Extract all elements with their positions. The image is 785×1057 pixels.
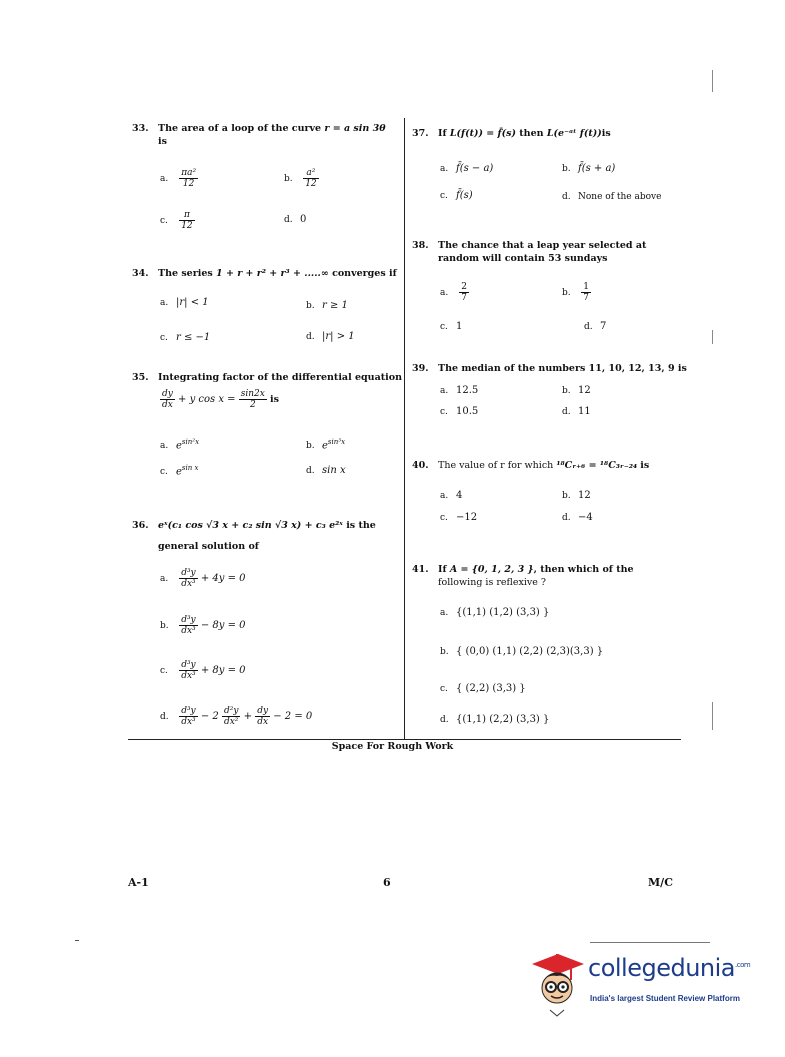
q33-option-d[interactable]: d. 0 xyxy=(284,214,307,225)
q38-option-a[interactable]: a. $\frac{2}{7}$ xyxy=(440,282,467,303)
footer-left: A-1 xyxy=(128,876,149,889)
q36-option-d[interactable]: d. $\frac{\text{d³y}}{\text{dx³}}$ − 2 $\frac{\text{d²y}}{\text{dx²}}$ + $\frac{dy}{dx}$ − 2 = 0 xyxy=(160,706,313,727)
mascot-icon xyxy=(528,950,586,1020)
q37-option-a[interactable]: a. f̄(s − a) xyxy=(440,163,494,174)
fraction: $\frac{\text{d³y}}{\text{dx³}}$ xyxy=(181,660,196,681)
q38-option-c[interactable]: c. 1 xyxy=(440,321,463,332)
q36-option-b[interactable]: b. $\frac{\text{d³y}}{\text{dx³}}$ − 8y = 0 xyxy=(160,615,246,636)
question-34: 34. The series 1 + r + r² + r³ + .....∞ converges if xyxy=(132,268,397,279)
q41-option-d[interactable]: d. {(1,1) (2,2) (3,3) } xyxy=(440,714,550,725)
q35-option-d[interactable]: d. sin x xyxy=(306,465,346,476)
q41-option-c[interactable]: c. { (2,2) (3,3) } xyxy=(440,683,526,694)
q37-option-c[interactable]: c. f̄(s) xyxy=(440,190,473,201)
q34-option-d[interactable]: d. |r| > 1 xyxy=(306,331,355,342)
bottom-rule xyxy=(128,739,681,740)
q34-option-c[interactable]: c. r ≤ −1 xyxy=(160,332,211,343)
q35-option-b[interactable]: b. $e^{sin^3x}$ xyxy=(306,438,346,452)
question-33: 33. The area of a loop of the curve r = a sin 3θ is xyxy=(132,123,386,147)
fraction: $\frac{\text{d³y}}{\text{dx³}}$ xyxy=(181,615,196,636)
q33-option-a[interactable]: a. $\frac{\text{πa²}}{12}$ xyxy=(160,168,197,189)
q34-option-a[interactable]: a. |r| < 1 xyxy=(160,297,209,308)
scan-edge-mark xyxy=(75,940,79,941)
q40-option-a[interactable]: a. 4 xyxy=(440,490,463,501)
question-36-cont: general solution of xyxy=(158,541,259,552)
fraction: $\frac{\text{πa²}}{12}$ xyxy=(181,168,197,189)
q39-option-c[interactable]: c. 10.5 xyxy=(440,406,479,417)
q40-option-c[interactable]: c. −12 xyxy=(440,512,478,523)
q36-option-c[interactable]: c. $\frac{\text{d³y}}{\text{dx³}}$ + 8y = 0 xyxy=(160,660,246,681)
fraction: $\frac{\text{d²y}}{\text{dx²}}$ xyxy=(223,706,239,727)
q35-option-c[interactable]: c. $e^{sin x}$ xyxy=(160,464,199,478)
fraction: $\frac{\pi}{12}$ xyxy=(181,210,193,231)
scan-edge-mark xyxy=(590,942,710,943)
q39-option-d[interactable]: d. 11 xyxy=(562,406,591,417)
question-36: 36. eˣ(c₁ cos √3 x + c₂ sin √3 x) + c₃ e²ˣ is the xyxy=(132,520,376,531)
logo-tagline: India's largest Student Review Platform xyxy=(590,994,740,1003)
q41-option-b[interactable]: b. { (0,0) (1,1) (2,2) (2,3)(3,3) } xyxy=(440,646,604,657)
fraction: $\frac{\text{a²}}{12}$ xyxy=(305,168,317,189)
q38-option-d[interactable]: d. 7 xyxy=(584,321,607,332)
q40-option-b[interactable]: b. 12 xyxy=(562,490,591,501)
question-38: 38. The chance that a leap year selected at random will contain 53 sundays xyxy=(412,240,647,264)
fraction: $\frac{\text{d³y}}{\text{dx³}}$ xyxy=(181,706,196,727)
fraction: $\frac{dy}{dx}$ xyxy=(162,389,173,410)
q33-option-b[interactable]: b. $\frac{\text{a²}}{12}$ xyxy=(284,168,317,189)
fraction: $\frac{\sin 2x}{2}$ xyxy=(240,389,265,410)
collegedunia-logo xyxy=(528,950,758,1020)
question-39: 39. The median of the numbers 11, 10, 12, 13, 9 is xyxy=(412,363,687,374)
q36-option-a[interactable]: a. $\frac{\text{d³y}}{\text{dx³}}$ + 4y = 0 xyxy=(160,568,246,589)
q39-option-a[interactable]: a. 12.5 xyxy=(440,385,479,396)
scan-edge-mark xyxy=(712,330,713,344)
q38-option-b[interactable]: b. $\frac{1}{7}$ xyxy=(562,282,589,303)
q33-option-c[interactable]: c. $\frac{\pi}{12}$ xyxy=(160,210,193,231)
question-37: 37. If L(f(t)) = f̄(s) then L(e⁻ᵃᵗ f(t))is xyxy=(412,128,611,139)
q35-option-a[interactable]: a. $e^{sin^2x}$ xyxy=(160,438,200,452)
q34-option-b[interactable]: b. r ≥ 1 xyxy=(306,300,348,311)
question-40: 40. The value of r for which ¹⁸Cᵣ₊₆ = ¹⁸C₃ᵣ₋₂₄ is xyxy=(412,460,650,471)
q35-equation: $\frac{dy}{dx}$ + y cos x = $\frac{\sin 2x}{2}$ is xyxy=(162,389,280,410)
question-35: 35. Integrating factor of the differential equation xyxy=(132,372,402,383)
scan-edge-mark xyxy=(712,70,713,92)
logo-wordmark: collegedunia$^{.com}$ xyxy=(588,954,751,982)
column-divider xyxy=(404,118,405,740)
fraction: $\frac{2}{7}$ xyxy=(461,282,467,303)
scan-edge-mark xyxy=(712,702,713,730)
question-41: 41. If A = {0, 1, 2, 3 }, then which of the following is reflexive ? xyxy=(412,564,634,588)
q37-option-b[interactable]: b. f̄(s + a) xyxy=(562,163,616,174)
footer-page-number: 6 xyxy=(383,876,391,889)
footer-right: M/C xyxy=(648,876,673,889)
q40-option-d[interactable]: d. −4 xyxy=(562,512,593,523)
q39-option-b[interactable]: b. 12 xyxy=(562,385,591,396)
q41-option-a[interactable]: a. {(1,1) (1,2) (3,3) } xyxy=(440,607,550,618)
fraction: $\frac{dy}{dx}$ xyxy=(257,706,269,727)
fraction: $\frac{\text{d³y}}{\text{dx³}}$ xyxy=(181,568,196,589)
fraction: $\frac{1}{7}$ xyxy=(583,282,589,303)
rough-work-label: Space For Rough Work xyxy=(331,741,454,752)
q37-option-d[interactable]: d. None of the above xyxy=(562,192,662,202)
